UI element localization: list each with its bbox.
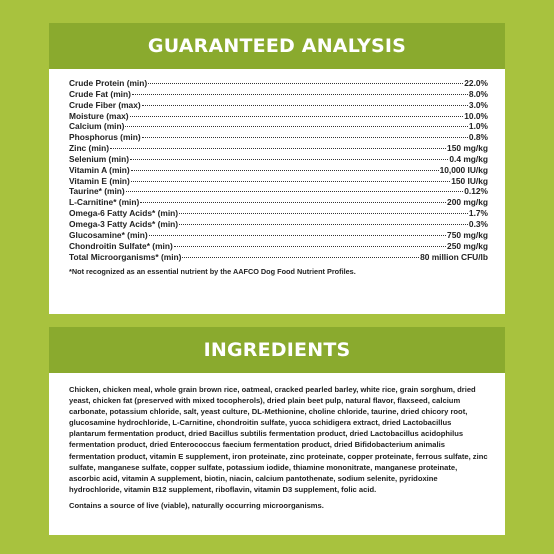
nutrient-row bbox=[69, 154, 488, 165]
nutrient-row bbox=[69, 78, 488, 89]
nutrient-name: Vitamin A (min) bbox=[69, 164, 130, 175]
dot-leader bbox=[142, 105, 468, 106]
nutrient-row bbox=[69, 241, 488, 252]
dot-leader bbox=[126, 191, 464, 192]
nutrient-name: Crude Protein (min) bbox=[69, 78, 148, 88]
nutrient-row bbox=[69, 89, 488, 100]
dot-leader bbox=[148, 83, 463, 84]
nutrient-row bbox=[69, 111, 488, 122]
ingredients-banner bbox=[49, 327, 505, 373]
nutrient-value: 750 mg/kg bbox=[447, 229, 488, 240]
dot-leader bbox=[132, 94, 468, 95]
guaranteed-analysis-banner bbox=[49, 23, 505, 69]
guaranteed-analysis-title: GUARANTEED ANALYSIS bbox=[147, 35, 407, 57]
dot-leader bbox=[179, 213, 468, 214]
nutrient-name: Omega-6 Fatty Acids* (min) bbox=[69, 208, 179, 219]
nutrient-name: Chondroitin Sulfate* (min) bbox=[69, 240, 173, 251]
nutrient-name: Crude Fiber (max) bbox=[69, 99, 141, 110]
ingredients-body bbox=[49, 373, 505, 511]
nutrient-name: Calcium (min) bbox=[69, 121, 125, 132]
ingredients-list-text: Chicken, chicken meal, whole grain brown rice, oatmeal, cracked pearled barley, white rice, grain sorghum, dried yeast, chicken fat (preserved with mixed tocopherols), dried plain beet pulp, natural flavor, flaxseed, calcium carbonate, potassium chloride, salt, yeast culture, DL-Methionine, choline chloride, taurine, dried chicory root, glucosamine hydrochloride, L-Carnitine, chondroitin sulfate, yucca schidigera extract, dried Lactobacillus plantarum fermentation product, dried Bacillus subtilis fermentation product, dried Lactobacillus acidophilus fermentation product, dried Enterococcus faecium fermentation product, dried Bifidobacterium animalis fermentation product, vitamin E supplement, iron proteinate, zinc proteinate, copper proteinate, ferrous sulfate, zinc sulfate, manganese sulfate, copper sulfate, potassium iodide, thiamine mononitrate, manganese proteinate, ascorbic acid, vitamin A supplement, biotin, niacin, calcium pantothenate, sodium selenite, pyridoxine hydrochloride, vitamin B12 supplement, riboflavin, vitamin D3 supplement, folic acid. bbox=[69, 385, 488, 494]
nutrient-value: 250 mg/kg bbox=[447, 240, 488, 251]
nutrient-row bbox=[69, 176, 488, 187]
nutrient-row bbox=[69, 230, 488, 241]
dot-leader bbox=[182, 257, 419, 258]
nutrient-name: Total Microorganisms* (min) bbox=[69, 251, 182, 262]
nutrient-value: 10.0% bbox=[464, 110, 488, 121]
dot-leader bbox=[130, 116, 464, 117]
dot-leader bbox=[142, 137, 468, 138]
nutrient-name: Omega-3 Fatty Acids* (min) bbox=[69, 218, 179, 229]
nutrient-row bbox=[69, 100, 488, 111]
nutrient-name: L-Carnitine* (min) bbox=[69, 197, 140, 208]
ingredients-title: INGREDIENTS bbox=[203, 339, 351, 361]
dot-leader bbox=[179, 224, 468, 225]
nutrient-value: 8.0% bbox=[468, 88, 488, 99]
nutrient-name: Selenium (min) bbox=[69, 153, 130, 164]
nutrient-row bbox=[69, 219, 488, 230]
nutrient-row bbox=[69, 186, 488, 197]
nutrient-value: 0.8% bbox=[468, 132, 488, 143]
nutrient-value: 150 mg/kg bbox=[447, 143, 488, 154]
nutrient-name: Zinc (min) bbox=[69, 143, 110, 154]
nutrient-value: 200 mg/kg bbox=[447, 197, 488, 208]
nutrient-value: 3.0% bbox=[468, 99, 488, 110]
nutrient-name: Vitamin E (min) bbox=[69, 175, 130, 186]
nutrient-row bbox=[69, 121, 488, 132]
nutrient-name: Phosphorus (min) bbox=[69, 132, 141, 143]
nutrient-name: Taurine* (min) bbox=[69, 186, 125, 197]
nutrient-name: Crude Fat (min) bbox=[69, 88, 131, 99]
dot-leader bbox=[131, 170, 439, 171]
nutrient-name: Moisture (max) bbox=[69, 110, 129, 121]
nutrient-value: 10,000 IU/kg bbox=[439, 164, 488, 175]
nutrient-row bbox=[69, 197, 488, 208]
nutrient-value: 0.12% bbox=[464, 186, 488, 197]
dot-leader bbox=[125, 126, 468, 127]
dot-leader bbox=[130, 159, 448, 160]
nutrient-row bbox=[69, 132, 488, 143]
nutrient-value: 1.0% bbox=[468, 121, 488, 132]
dot-leader bbox=[140, 202, 446, 203]
dot-leader bbox=[174, 246, 446, 247]
dot-leader bbox=[149, 235, 446, 236]
aafco-footnote: *Not recognized as an essential nutrient by the AAFCO Dog Food Nutrient Profiles. bbox=[69, 267, 356, 277]
nutrient-value: 80 million CFU/lb bbox=[420, 251, 488, 262]
nutrient-row bbox=[69, 208, 488, 219]
dot-leader bbox=[110, 148, 446, 149]
guaranteed-analysis-panel bbox=[49, 23, 505, 314]
dot-leader bbox=[131, 181, 450, 182]
nutrient-row bbox=[69, 165, 488, 176]
nutrient-value: 22.0% bbox=[464, 78, 488, 88]
nutrient-row bbox=[69, 143, 488, 154]
nutrient-value: 0.4 mg/kg bbox=[449, 153, 488, 164]
microorganisms-note: Contains a source of live (viable), naturally occurring microorganisms. bbox=[69, 500, 324, 510]
nutrient-name: Glucosamine* (min) bbox=[69, 229, 148, 240]
nutrient-row bbox=[69, 252, 488, 263]
nutrient-value: 0.3% bbox=[468, 218, 488, 229]
nutrient-value: 1.7% bbox=[468, 208, 488, 219]
nutrient-value: 150 IU/kg bbox=[451, 175, 488, 186]
ingredients-panel bbox=[49, 327, 505, 535]
nutrient-list bbox=[49, 69, 505, 262]
